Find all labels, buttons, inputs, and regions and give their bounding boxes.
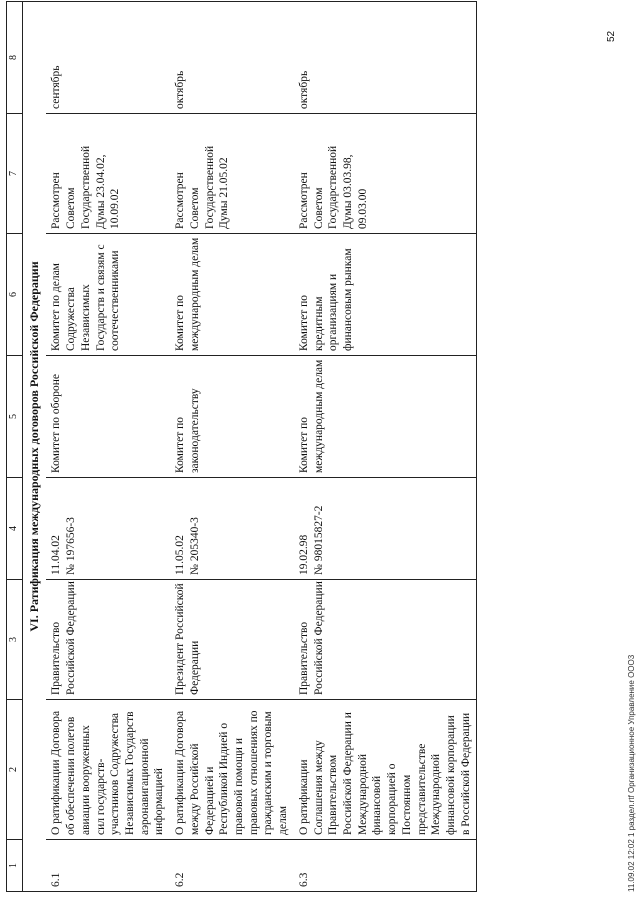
row-co-committee-line: Комитет по делам bbox=[50, 263, 63, 351]
row-initiator-line: Правительство bbox=[297, 621, 310, 695]
row-status-line: Советом bbox=[312, 187, 325, 229]
row-initiator-line: Российской Федерации bbox=[65, 581, 78, 695]
row-co-committee-line: кредитным bbox=[312, 296, 325, 351]
row-status bbox=[170, 114, 294, 234]
row-initiator-line: Правительство bbox=[50, 621, 63, 695]
row-title-line: гражданским и торговым bbox=[262, 711, 275, 835]
row-co-committee bbox=[46, 234, 170, 356]
row-status-line: Государственной bbox=[327, 145, 340, 229]
row-title-line: Независимых Государств bbox=[123, 711, 136, 835]
row-responsible-committee bbox=[170, 356, 294, 478]
row-title bbox=[294, 700, 477, 840]
row-initiator bbox=[170, 580, 294, 700]
table-row bbox=[170, 2, 294, 892]
col-num: 5 bbox=[7, 356, 23, 478]
row-co-committee-line: Комитет по bbox=[174, 295, 187, 351]
col-num: 8 bbox=[7, 2, 23, 114]
row-co-committee bbox=[294, 234, 477, 356]
row-status-line: Советом bbox=[188, 187, 201, 229]
row-status-line: Государственной bbox=[203, 145, 216, 229]
row-co-committee-line: Содружества bbox=[65, 287, 78, 351]
row-status-line: Думы 21.05.02 bbox=[218, 157, 231, 229]
row-title-line: сил государств- bbox=[94, 758, 107, 835]
row-registration-line: 11.05.02 bbox=[174, 535, 187, 575]
row-title-line: аэронавигационной bbox=[138, 738, 151, 835]
row-responsible-committee-line: Комитет по обороне bbox=[50, 374, 63, 473]
row-registration-line: 11.04.02 bbox=[50, 535, 63, 575]
row-status-line: Государственной bbox=[79, 145, 92, 229]
row-month: октябрь bbox=[170, 2, 294, 114]
row-registration-line: 19.02.98 bbox=[297, 534, 310, 575]
row-registration bbox=[46, 478, 170, 580]
row-title-line: между Российской bbox=[188, 743, 201, 835]
row-initiator-line: Президент Российской bbox=[174, 583, 187, 695]
row-title-line: делам bbox=[277, 805, 290, 835]
row-title bbox=[170, 700, 294, 840]
row-registration-line: № 197656-3 bbox=[65, 517, 78, 575]
row-title-line: О ратификации bbox=[297, 759, 310, 835]
row-responsible-committee bbox=[294, 356, 477, 478]
row-responsible-committee-line: Комитет по bbox=[174, 417, 187, 473]
row-title-line: Международной bbox=[430, 753, 443, 835]
row-title-line: правовой помощи и bbox=[232, 738, 245, 835]
col-num: 3 bbox=[7, 580, 23, 700]
col-num: 4 bbox=[7, 478, 23, 580]
row-title-line: правовых отношениях по bbox=[247, 710, 260, 835]
row-initiator-line: Российской Федерации bbox=[312, 581, 325, 695]
row-title-line: участников Содружества bbox=[109, 713, 122, 835]
row-title-line: Федерацией и bbox=[203, 766, 216, 835]
row-co-committee bbox=[170, 234, 294, 356]
row-status-line: Думы 03.03.98, bbox=[342, 154, 355, 229]
section-title: VI. Ратификация международных договоров Российской Федерации bbox=[23, 2, 47, 892]
file-footer: 11.09.02 12:02 1 раздел.rtf Организационное Управление ООО3 bbox=[627, 654, 636, 892]
row-co-committee-line: Комитет по bbox=[297, 295, 310, 351]
row-initiator bbox=[294, 580, 477, 700]
row-initiator bbox=[46, 580, 170, 700]
row-status-line: Рассмотрен bbox=[50, 172, 63, 229]
row-status-line: Рассмотрен bbox=[297, 172, 310, 229]
row-registration bbox=[294, 478, 477, 580]
row-title-line: авиации вооруженных bbox=[79, 725, 92, 835]
row-status-line: Рассмотрен bbox=[174, 172, 187, 229]
row-title-line: об обеспечении полетов bbox=[65, 716, 78, 835]
row-registration-line: № 205340-3 bbox=[188, 517, 201, 575]
col-num: 6 bbox=[7, 234, 23, 356]
row-registration-line: № 98015827-2 bbox=[312, 505, 325, 575]
row-title-line: О ратификации Договора bbox=[174, 710, 187, 835]
row-status bbox=[294, 114, 477, 234]
row-title-line: Соглашения между bbox=[312, 740, 325, 835]
row-title-line: в Российской Федерации bbox=[459, 712, 472, 835]
row-title-line: финансовой bbox=[371, 775, 384, 835]
row-title bbox=[46, 700, 170, 840]
row-title-line: финансовой корпорации bbox=[445, 715, 458, 835]
table-row bbox=[294, 2, 477, 892]
row-title-line: информацией bbox=[153, 768, 166, 835]
row-responsible-committee-line: законодательству bbox=[188, 388, 201, 473]
row-status-line: 09.03.00 bbox=[356, 188, 369, 229]
row-co-committee-line: Независимых bbox=[79, 284, 92, 351]
row-responsible-committee bbox=[46, 356, 170, 478]
row-co-committee-line: Государств и связям с bbox=[94, 244, 107, 351]
col-num: 2 bbox=[7, 700, 23, 840]
row-title-line: Республикой Индией о bbox=[218, 722, 231, 835]
row-title-line: представительстве bbox=[415, 743, 428, 835]
row-title-line: Международной bbox=[356, 753, 369, 835]
row-co-committee-line: международным делам bbox=[188, 237, 201, 351]
row-number: 6.2 bbox=[170, 840, 294, 892]
row-status-line: Думы 23.04.02, bbox=[94, 154, 107, 229]
row-co-committee-line: соотечественниками bbox=[109, 250, 122, 351]
col-num: 1 bbox=[7, 840, 23, 892]
row-title-line: Правительством bbox=[327, 754, 340, 835]
row-status bbox=[46, 114, 170, 234]
row-initiator-line: Федерации bbox=[188, 640, 201, 695]
row-co-committee-line: финансовым рынкам bbox=[342, 248, 355, 351]
row-title-line: корпорацией о bbox=[386, 763, 399, 835]
col-num: 7 bbox=[7, 114, 23, 234]
column-number-row bbox=[7, 2, 23, 892]
page-number: 52 bbox=[606, 30, 617, 42]
row-status-line: Советом bbox=[65, 187, 78, 229]
row-month: октябрь bbox=[294, 2, 477, 114]
row-number: 6.1 bbox=[46, 840, 170, 892]
row-month: сентябрь bbox=[46, 2, 170, 114]
row-status-line: 10.09.02 bbox=[109, 188, 122, 229]
ratification-table bbox=[6, 1, 477, 892]
row-number: 6.3 bbox=[294, 840, 477, 892]
row-responsible-committee-line: международным делам bbox=[312, 359, 325, 473]
row-title-line: Российской Федерации и bbox=[342, 712, 355, 835]
row-title-line: О ратификации Договора bbox=[50, 710, 63, 835]
row-title-line: Постоянном bbox=[400, 774, 413, 835]
row-co-committee-line: организациям и bbox=[327, 273, 340, 351]
row-responsible-committee-line: Комитет по bbox=[297, 417, 310, 473]
row-registration bbox=[170, 478, 294, 580]
table-row bbox=[46, 2, 170, 892]
